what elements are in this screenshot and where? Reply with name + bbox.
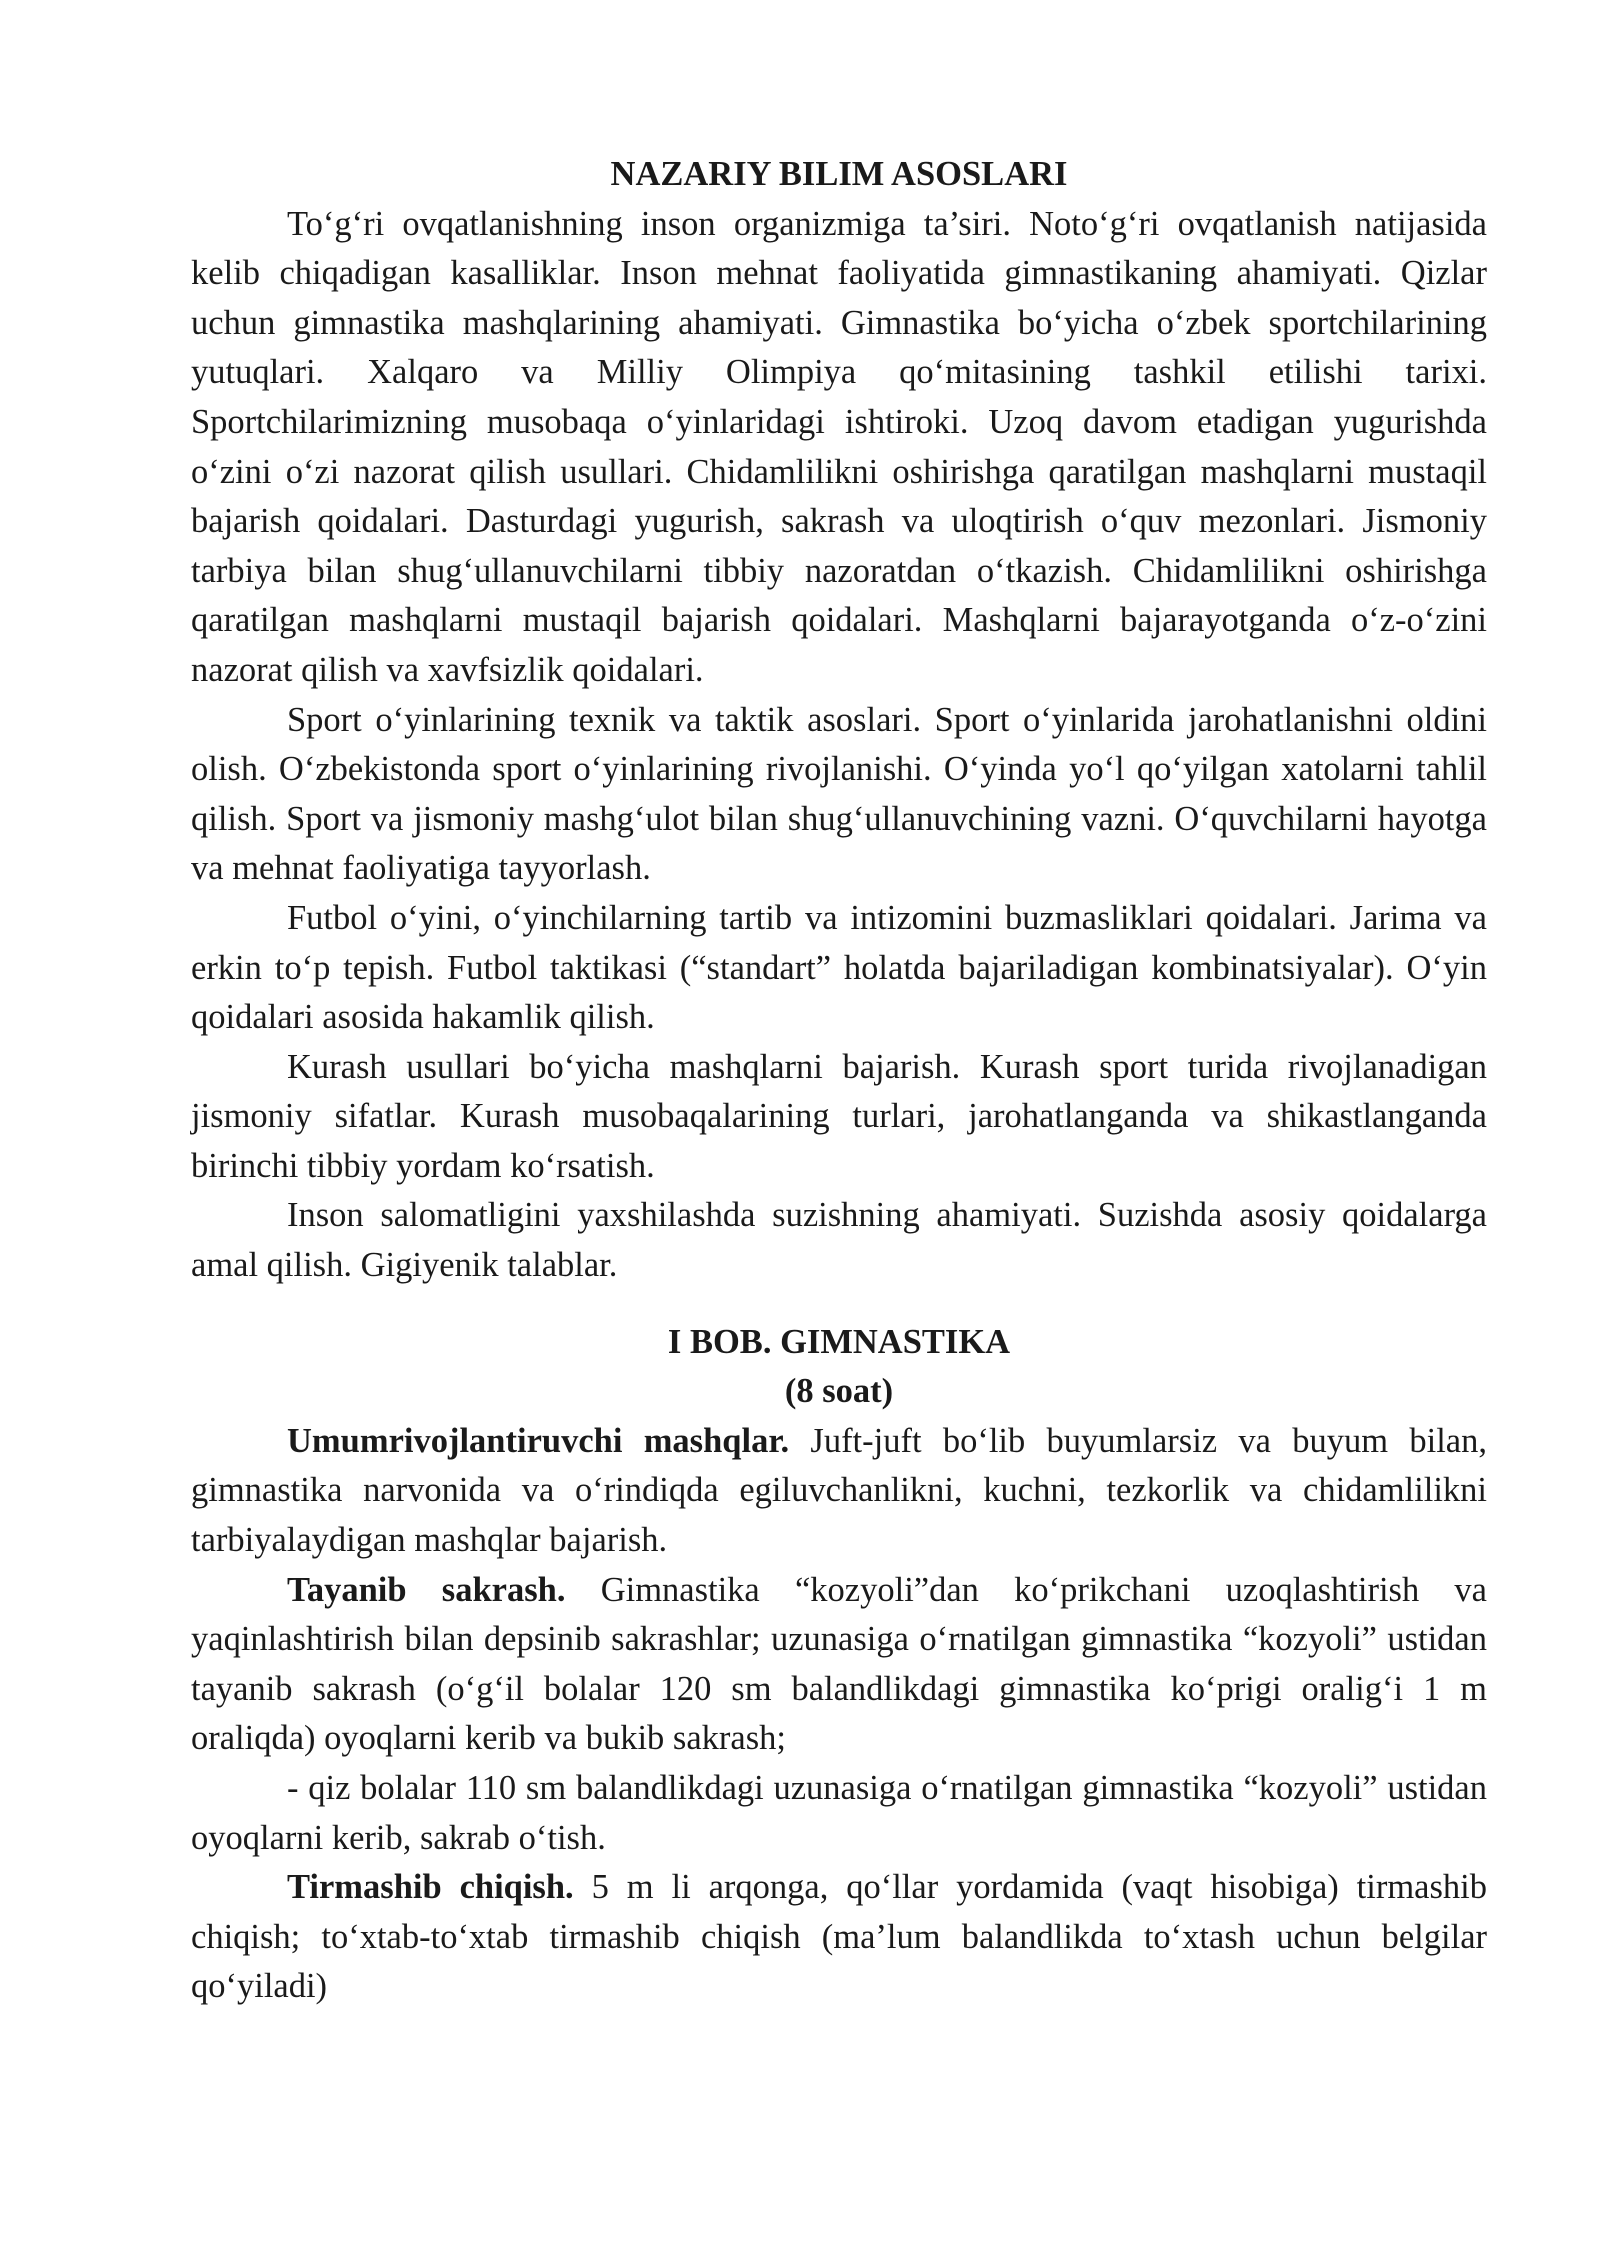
paragraph-wrestling: Kurash usullari bo‘yicha mashqlarni bajarish. Kurash sport turida rivojlanadigan jismoniy sifatlar. Kurash musobaqalarining turlari, jarohatlanganda va shikastlanganda birinchi tibbiy yordam ko‘rsatish.	[191, 1047, 1487, 1185]
text-climbing: 5 m li arqonga, qo‘llar yordamida (vaqt hisobiga) tirmashib chiqish; to‘xtab-to‘xtab tirmashib chiqish (ma’lum balandlikda to‘xtash uchun belgilar qo‘yiladi)	[191, 1868, 1487, 2006]
document-page	[191, 150, 1487, 2012]
paragraph-sport-games: Sport o‘yinlarining texnik va taktik asoslari. Sport o‘yinlarida jarohatlanishni oldini olish. O‘zbekistonda sport o‘yinlarining rivojlanishi. O‘yinda yo‘l qo‘yilgan xatolarni tahlil qilish. Sport va jismoniy mashg‘ulot bilan shug‘ullanuvchining vazni. O‘quvchilarni hayotga va mehnat faoliyatiga tayyorlash.	[191, 700, 1487, 888]
term-general-exercises: Umumrivojlantiruvchi mashqlar.	[287, 1421, 790, 1460]
chapter-hours: (8 soat)	[784, 1372, 894, 1411]
paragraph-girls-vault: - qiz bolalar 110 sm balandlikdagi uzunasiga o‘rnatilgan gimnastika “kozyoli” ustidan oyoqlarni kerib, sakrab o‘tish.	[191, 1769, 1487, 1857]
paragraph-climbing	[191, 1863, 1487, 2012]
paragraph-vault	[191, 1566, 1487, 1764]
paragraph-general-exercises	[191, 1417, 1487, 1566]
section-gap	[191, 1291, 1487, 1318]
chapter-title-gymnastics: I BOB. GIMNASTIKA	[667, 1322, 1011, 1361]
text-general-exercises: Juft-juft bo‘lib buyumlarsiz va buyum bilan, gimnastika narvonida va o‘rindiqda egiluvchanlikni, kuchni, tezkorlik va chidamlilikni tarbiyalaydigan mashqlar bajarish.	[191, 1421, 1487, 1560]
paragraph-swimming: Inson salomatligini yaxshilashda suzishning ahamiyati. Suzishda asosiy qoidalarga amal qilish. Gigiyenik talablar.	[191, 1196, 1487, 1285]
term-vault: Tayanib sakrash.	[287, 1570, 566, 1609]
paragraph-football: Futbol o‘yini, o‘yinchilarning tartib va intizomini buzmasliklari qoidalari. Jarima va erkin to‘p tepish. Futbol taktikasi (“standart” holatda bajariladigan kombinatsiyalar). O‘yin qoidalari asosida hakamlik qilish.	[191, 898, 1487, 1037]
text-vault: Gimnastika “kozyoli”dan ko‘prikchani uzoqlashtirish va yaqinlashtirish bilan depsinib sakrashlar; uzunasiga o‘rnatilgan gimnastika “kozyoli” ustidan tayanib sakrash (o‘g‘il bolalar 120 sm balandlikdagi gimnastika ko‘prigi oralig‘i 1 m oraliqda) oyoqlarni kerib va bukib sakrash;	[191, 1570, 1487, 1758]
paragraph-nutrition: To‘g‘ri ovqatlanishning inson organizmiga ta’siri. Noto‘g‘ri ovqatlanish natijasida kelib chiqadigan kasalliklar. Inson mehnat faoliyatida gimnastikaning ahamiyati. Qizlar uchun gimnastika mashqlarining ahamiyati. Gimnastika bo‘yicha o‘zbek sportchilarining yutuqlari. Xalqaro va Milliy Olimpiya qo‘mitasining tashkil etilishi tarixi. Sportchilarimizning musobaqa o‘yinlaridagi ishtiroki. Uzoq davom etadigan yugurishda o‘zini o‘zi nazorat qilish usullari. Chidamlilikni oshirishga qaratilgan mashqlarni mustaqil bajarish qoidalari. Dasturdagi yugurish, sakrash va uloqtirish o‘quv mezonlari. Jismoniy tarbiya bilan shug‘ullanuvchilarni tibbiy nazoratdan o‘tkazish. Chidamlilikni oshirishga qaratilgan mashqlarni mustaqil bajarish qoidalari. Mashqlarni bajarayotganda o‘z-o‘zini nazorat qilish va xavfsizlik qoidalari.	[191, 204, 1487, 689]
section-title-theory: NAZARIY BILIM ASOSLARI	[610, 155, 1068, 193]
term-climbing: Tirmashib chiqish.	[287, 1868, 574, 1907]
